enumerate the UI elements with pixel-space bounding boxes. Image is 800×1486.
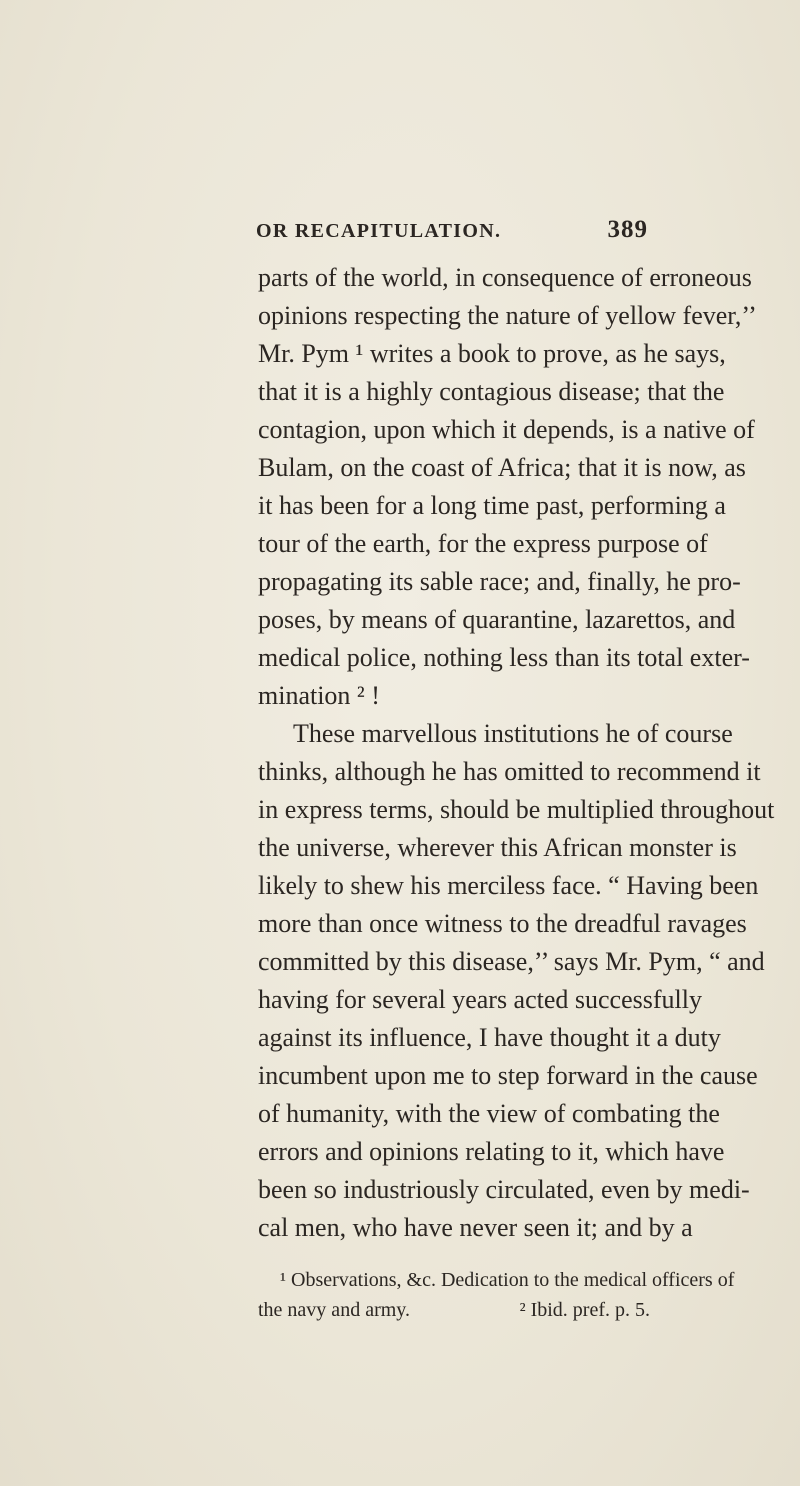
text-line: the universe, wherever this African monster is [258, 833, 737, 862]
text-line: poses, by means of quarantine, lazarettos, and [258, 605, 736, 634]
page-header [256, 216, 648, 252]
text-line: it has been for a long time past, performing a [258, 491, 726, 520]
text-line: of humanity, with the view of combating the [258, 1099, 720, 1128]
text-line: been so industriously circulated, even by medi- [258, 1175, 750, 1204]
page-number: 389 [607, 216, 648, 243]
text-line: Bulam, on the coast of Africa; that it is now, as [258, 453, 746, 482]
text-line: having for several years acted successfully [258, 985, 702, 1014]
text-line: mination ² ! [258, 681, 380, 710]
text-line: Mr. Pym ¹ writes a book to prove, as he says, [258, 339, 726, 368]
text-line: committed by this disease,’’ says Mr. Pym, “ and [258, 947, 765, 976]
text-line: parts of the world, in consequence of erroneous [258, 263, 752, 292]
text-line: more than once witness to the dreadful ravages [258, 909, 747, 938]
text-line: against its influence, I have thought it a duty [258, 1023, 721, 1052]
text-line: in express terms, should be multiplied throughout [258, 795, 775, 824]
text-line: likely to shew his merciless face. “ Having been [258, 871, 759, 900]
text-line: contagion, upon which it depends, is a native of [258, 415, 755, 444]
footnote-1: ¹ Observations, &c. Dedication to the medical officers of [280, 1269, 735, 1291]
footnote-line-2 [258, 1295, 650, 1325]
footnote-1-continued: the navy and army. [258, 1299, 410, 1321]
footnote-2: ² Ibid. pref. p. 5. [519, 1299, 650, 1321]
text-line: that it is a highly contagious disease; that the [258, 377, 725, 406]
text-line: errors and opinions relating to it, which have [258, 1137, 725, 1166]
text-line: These marvellous institutions he of course [293, 719, 733, 748]
text-line: cal men, who have never seen it; and by a [258, 1213, 693, 1242]
text-line: propagating its sable race; and, finally, he pro- [258, 567, 741, 596]
text-line: tour of the earth, for the express purpose of [258, 529, 708, 558]
text-line: opinions respecting the nature of yellow fever,’’ [258, 301, 757, 330]
text-line: thinks, although he has omitted to recommend it [258, 757, 761, 786]
text-line: medical police, nothing less than its total exter- [258, 643, 750, 672]
text-line: incumbent upon me to step forward in the cause [258, 1061, 758, 1090]
running-head: OR RECAPITULATION. [256, 220, 502, 242]
